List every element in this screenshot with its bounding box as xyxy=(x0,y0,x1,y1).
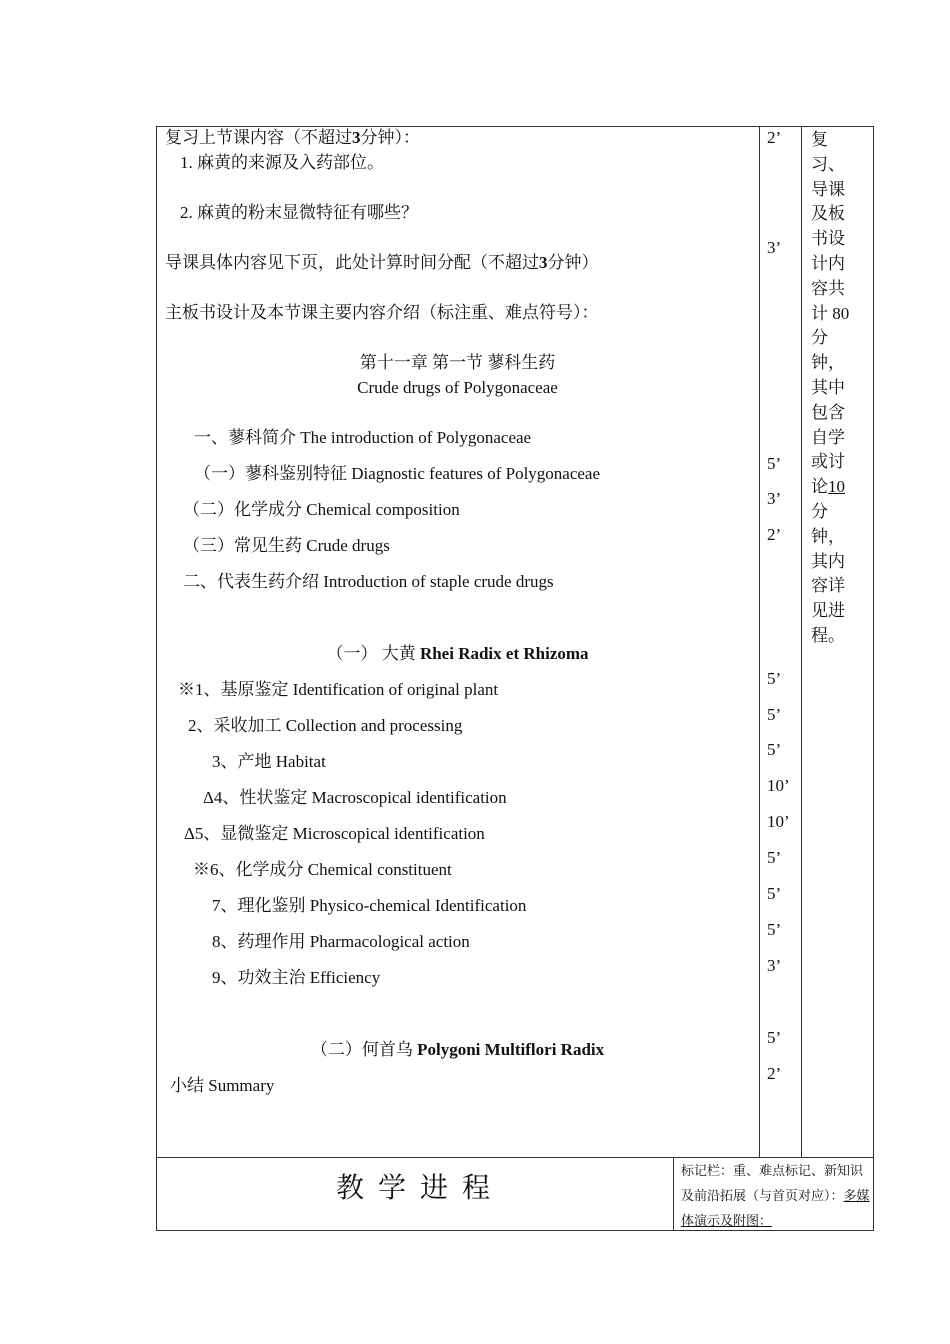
rhei-heading-cn: （一） 大黄 xyxy=(326,644,420,663)
time-allocation: 5’ xyxy=(767,669,782,688)
time-allocation: 5’ xyxy=(767,884,782,903)
time-allocation: 3’ xyxy=(767,489,782,508)
rhei-heading-en: Rhei Radix et Rhizoma xyxy=(419,644,589,663)
time-allocation: 3’ xyxy=(767,238,782,257)
time-column-divider xyxy=(759,126,760,1157)
time-allocation: 5’ xyxy=(767,920,782,939)
time-allocation: 2’ xyxy=(767,525,782,544)
outline-item: （二）化学成分 Chemical composition xyxy=(183,500,460,519)
time-allocation: 5’ xyxy=(767,1028,782,1047)
chapter-title-en: Crude drugs of Polygonaceae xyxy=(357,378,558,397)
polygoni-heading xyxy=(156,1040,759,1060)
rhei-item: ※1、基原鉴定 Identification of original plant xyxy=(178,680,499,699)
side-note-pre: 复习、导课及板书设计内容共计 80 分钟，其中包含自学或讨论 xyxy=(811,130,850,497)
side-note-post: 分钟，其内容详见进程。 xyxy=(811,501,845,645)
rhei-item: Δ4、性状鉴定 Macroscopical identification xyxy=(203,788,507,807)
time-allocation: 10’ xyxy=(767,776,790,795)
review-question-1: 1. 麻黄的来源及入药部位。 xyxy=(180,153,384,172)
outline-item: （三）常见生药 Crude drugs xyxy=(183,536,390,555)
time-allocation: 5’ xyxy=(767,740,782,759)
multimedia-link[interactable]: 多媒体演示及附图： xyxy=(681,1188,870,1228)
side-note xyxy=(811,128,855,649)
rhei-item: ※6、化学成分 Chemical constituent xyxy=(193,860,452,879)
intro-note-pre: 导课具体内容见下页，此处计算时间分配（不超过 xyxy=(165,253,539,272)
lesson-plan-table xyxy=(156,126,874,1231)
marker-note xyxy=(681,1158,871,1233)
footer-column-divider xyxy=(673,1157,674,1231)
outline-item: 二、代表生药介绍 Introduction of staple crude drugs xyxy=(183,572,554,591)
marker-note-text: 标记栏：重、难点标记、新知识及前沿拓展（与首页对应）： xyxy=(681,1163,864,1203)
review-question-2: 2. 麻黄的粉末显微特征有哪些？ xyxy=(180,203,418,222)
polygoni-heading-cn: （二）何首乌 xyxy=(310,1040,418,1059)
outline-item: 一、蓼科简介 The introduction of Polygonaceae xyxy=(194,428,532,447)
review-heading-num: 3 xyxy=(352,128,361,147)
time-allocation: 5’ xyxy=(767,705,782,724)
rhei-item: 7、理化鉴别 Physico-chemical Identification xyxy=(212,896,527,915)
rhei-item: Δ5、显微鉴定 Microscopical identification xyxy=(184,824,485,843)
rhei-item: 8、药理作用 Pharmacological action xyxy=(212,932,470,951)
rhei-item: 2、采收加工 Collection and processing xyxy=(188,716,463,735)
intro-note-num: 3 xyxy=(539,253,548,272)
review-heading-pre: 复习上节课内容（不超过 xyxy=(165,128,352,147)
review-heading-post: 分钟）： xyxy=(360,128,420,147)
chapter-title-cn: 第十一章 第一节 蓼科生药 xyxy=(359,353,556,372)
time-allocation: 5’ xyxy=(767,848,782,867)
rhei-heading xyxy=(156,644,759,664)
teaching-process-title: 教学进程 xyxy=(336,1173,505,1204)
time-allocation: 5’ xyxy=(767,454,782,473)
side-column-divider xyxy=(801,126,802,1157)
time-allocation: 2’ xyxy=(767,1064,782,1083)
polygoni-heading-en: Polygoni Multiflori Radix xyxy=(417,1040,605,1059)
intro-note-post: 分钟） xyxy=(547,253,599,272)
rhei-item: 9、功效主治 Efficiency xyxy=(212,968,381,987)
time-allocation: 3’ xyxy=(767,956,782,975)
side-note-num: 10 xyxy=(828,477,845,497)
time-allocation: 2’ xyxy=(767,128,782,147)
board-heading: 主板书设计及本节课主要内容介绍（标注重、难点符号）： xyxy=(165,303,599,322)
summary-label: 小结 Summary xyxy=(170,1076,275,1095)
time-allocation: 10’ xyxy=(767,812,790,831)
review-heading xyxy=(165,128,420,148)
outline-item: （一）蓼科鉴别特征 Diagnostic features of Polygonaceae xyxy=(194,464,601,483)
intro-note xyxy=(165,253,599,273)
rhei-item: 3、产地 Habitat xyxy=(212,752,326,771)
